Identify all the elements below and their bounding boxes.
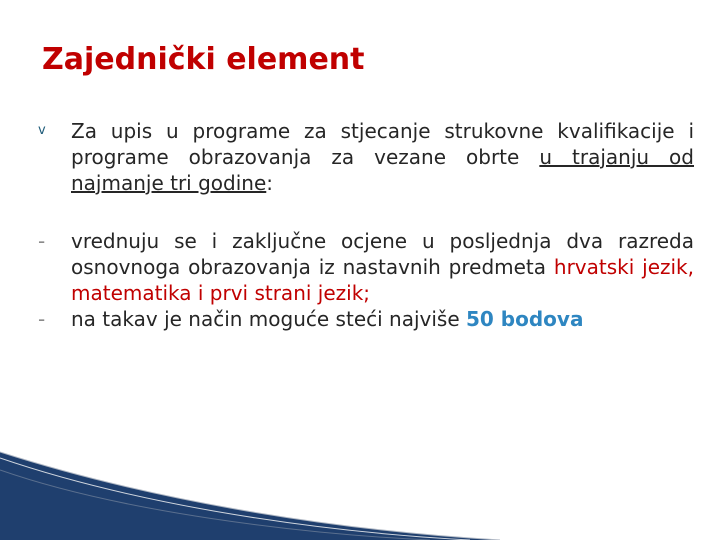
dash-item-2-text: na takav je način moguće steći najviše [71, 307, 466, 331]
dash-item-1-text: vrednuju se i zaključne ocjene u posljednja dva razreda osnovnoga obrazovanja iz nastavnih predmeta [71, 229, 694, 279]
dash-item-2 [38, 306, 694, 332]
decorative-swoosh [0, 430, 720, 540]
dash-item-2-highlight: 50 bodova [466, 307, 584, 331]
dash-item-1-highlight: hrvatski jezik, matematika i prvi strani jezik; [71, 255, 694, 305]
bullet-underlined-text: u trajanju od najmanje tri godine [71, 145, 694, 195]
dash-marker: - [38, 229, 46, 253]
dash-item-1 [38, 228, 694, 306]
slide-body [38, 118, 694, 332]
bullet-text-end: : [266, 171, 274, 195]
bullet-text: Za upis u programe za stjecanje strukovne kvalifikacije i programe obrazovanja za vezane obrte [71, 119, 694, 169]
slide-title: Zajednički element [42, 42, 365, 77]
diamond-bullet-icon: v [38, 123, 46, 138]
dash-marker: - [38, 307, 46, 331]
bullet-paragraph [38, 118, 694, 196]
